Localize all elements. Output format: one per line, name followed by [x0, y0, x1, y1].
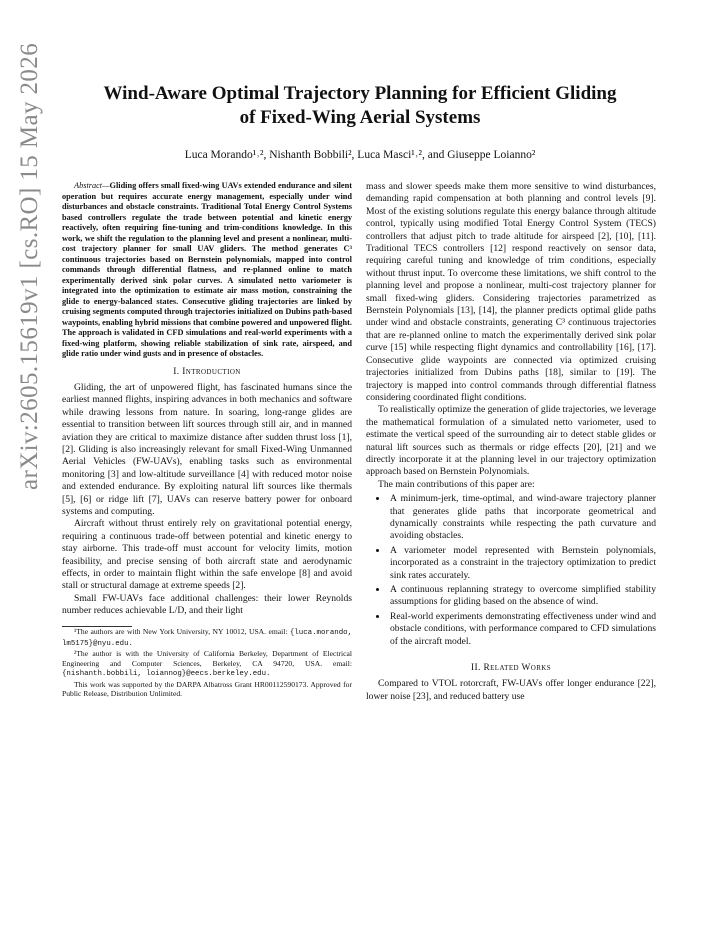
contribution-item: • A continuous replanning strategy to overcome simplified stability assumptions for gliding based on the absence of wind.	[388, 584, 656, 609]
footnote-1	[62, 627, 352, 650]
footnote-1-email: {luca.morando, lm5175}@nyu.edu.	[62, 628, 352, 649]
arxiv-sidebar-id: arXiv:2605.15619v1 [cs.RO] 15 May 2026	[16, 42, 43, 490]
abstract-label: Abstract—	[74, 181, 110, 190]
abstract	[62, 181, 352, 360]
abstract-text: Gliding offers small fixed-wing UAVs extended endurance and silent operation but requires accurate energy management, especially under wind disturbances and obstacle constraints. Traditional Total Energy Control Systems based controllers regulate the trade between potential and kinetic energy reactively, often requiring fine-tuning and trim-conditions knowledge. In this work, we shift the regulation to the planning level and present a nonlinear, multi-cost trajectory planner for small UAV gliders. The method generates C³ continuous trajectories based on Bernstein polynomials, mapped into control commands through differential flatness, and re-planned online to match experimentally derived sink polar curves. A simulated netto variometer is integrated into the optimization to estimate air mass motion, constraining the glide to energy-balanced states. Consecutive gliding trajectories are linked by cruising segments computed through trajectories initialized on Dubins path-based waypoints, enabling hybrid missions that combine powered and unpowered flight. The approach is validated in CFD simulations and real-world experiments with a fixed-wing platform, showing reliable stabilization of sink rate, airspeed, and glide ratio under wind gusts and in presence of obstacles.	[62, 181, 352, 358]
contribution-item: • A variometer model represented with Bernstein polynomials, incorporated as a constraint in the trajectory optimization to predict sink rates accurately.	[388, 545, 656, 582]
paper-title	[60, 82, 660, 130]
footnote-2-email: {nishanth.bobbili, loiannog}@eecs.berkeley.edu.	[62, 670, 271, 679]
title-line-2: of Fixed-Wing Aerial Systems	[239, 107, 481, 128]
author-list: Luca Morando¹˒², Nishanth Bobbili², Luca Masci¹˒², and Giuseppe Loianno²	[184, 149, 536, 161]
contribution-item: • A minimum-jerk, time-optimal, and wind-aware trajectory planner that generates glide paths that incorporate geometrical and dynamically constraints while respecting the path curvature and avoiding obstacles.	[388, 493, 656, 543]
left-column	[62, 181, 352, 698]
section-heading-introduction: I. Introduction	[173, 366, 241, 377]
section-heading-related-works: II. Related Works	[470, 663, 552, 674]
contribution-item: • Real-world experiments demonstrating effectiveness under wind and obstacle conditions, with performance compared to CFD simulations of the aircraft model.	[388, 611, 656, 648]
contributions-list	[366, 493, 656, 648]
right-paragraph-2: To realistically optimize the generation of glide trajectories, we leverage the mathematical formulation of a simulated netto variometer, used to estimate the vertical speed of the surrounding air to detect stable glides or natural lift sources such as thermals or ridge effects [20], [21] and we directly incorporate it at the planning level in our trajectory optimization approach based on Bernstein Polynomials.	[366, 404, 656, 478]
footnote-1-text: ¹The authors are with New York University, NY 10012, USA. email:	[74, 626, 288, 636]
right-paragraph-1: mass and slower speeds make them more sensitive to wind disturbances, demanding rapid compensation at both planning and control levels [9]. Most of the existing solutions regulate this energy balance through altitude control, typically using modified Total Energy Control System (TECS) controllers that adjust pitch to trade altitude for airspeed [2], [10], [11]. Traditional TECS controllers [12] respond reactively on sensor data, requiring careful tuning and knowledge of trim conditions, especially without thrust input. To overcome these limitations, we shift control to the planning level and propose a nonlinear, multi-cost trajectory planner for small fixed-wing gliders. Considering trajectories parametrized as Bernstein Polynomials [13], [14], the planner predicts optimal glide paths under wind and obstacle constraints, generating C³ continuous trajectories that are re-planned online to match the experimentally derived sink polar curve [15] while respecting flight dynamics and controllability [16], [17]. Consecutive glide waypoints are connected via optimized cruising trajectories initialized from Dubins paths [18], similar to [19]. The trajectory is mapped into control commands through differential flatness considering coordinated flight conditions.	[366, 181, 656, 403]
footnote-3: This work was supported by the DARPA Albatross Grant HR00112590173. Approved for Public Release, Distribution Unlimited.	[62, 679, 352, 699]
contributions-intro: The main contributions of this paper are:	[378, 478, 535, 490]
footnote-2-text: ²The author is with the University of California Berkeley, Department of Electrical Engineering and Computer Sciences, Berkeley, CA 94720, USA. email:	[62, 649, 352, 668]
intro-paragraph-3: Small FW-UAVs face additional challenges: their lower Reynolds number reduces achievable L/D, and their light	[62, 592, 352, 617]
intro-paragraph-2: Aircraft without thrust entirely rely on gravitational potential energy, requiring a continuous trade-off between potential and kinetic energy to stay airborne. This trade-off must account for velocity limits, motion feasibility, and precise sensing of both aircraft state and aerodynamic effects, in order to maintain flight within the safe envelope [8] and avoid stall or structural damage at extreme speeds [2].	[62, 518, 352, 592]
title-line-1: Wind-Aware Optimal Trajectory Planning for Efficient Gliding	[103, 83, 617, 104]
related-paragraph-1: Compared to VTOL rotorcraft, FW-UAVs offer longer endurance [22], lower noise [23], and reduced battery use	[366, 678, 656, 702]
intro-paragraph-1: Gliding, the art of unpowered flight, has fascinated humans since the earliest manned flights, inspiring advances in both mechanics and software while drawing lessons from nature. In soaring, long-range glides are essential to transition between lift sources through still air, and in manned aviation they are critical to maximize distance after sudden thrust loss [1], [2]. Gliding is also increasingly relevant for small Fixed-Wing Unmanned Aerial Vehicles (FW-UAVs), enabling tasks such as environmental monitoring [3] and low-altitude surveillance [4] with reduced motor noise and extended endurance. By exploiting natural lift sources like thermals [5], [6] or ridge lift [7], UAVs can reserve battery power for onboard systems and computing.	[62, 381, 352, 517]
right-column	[366, 181, 656, 703]
footnote-2	[62, 649, 352, 679]
